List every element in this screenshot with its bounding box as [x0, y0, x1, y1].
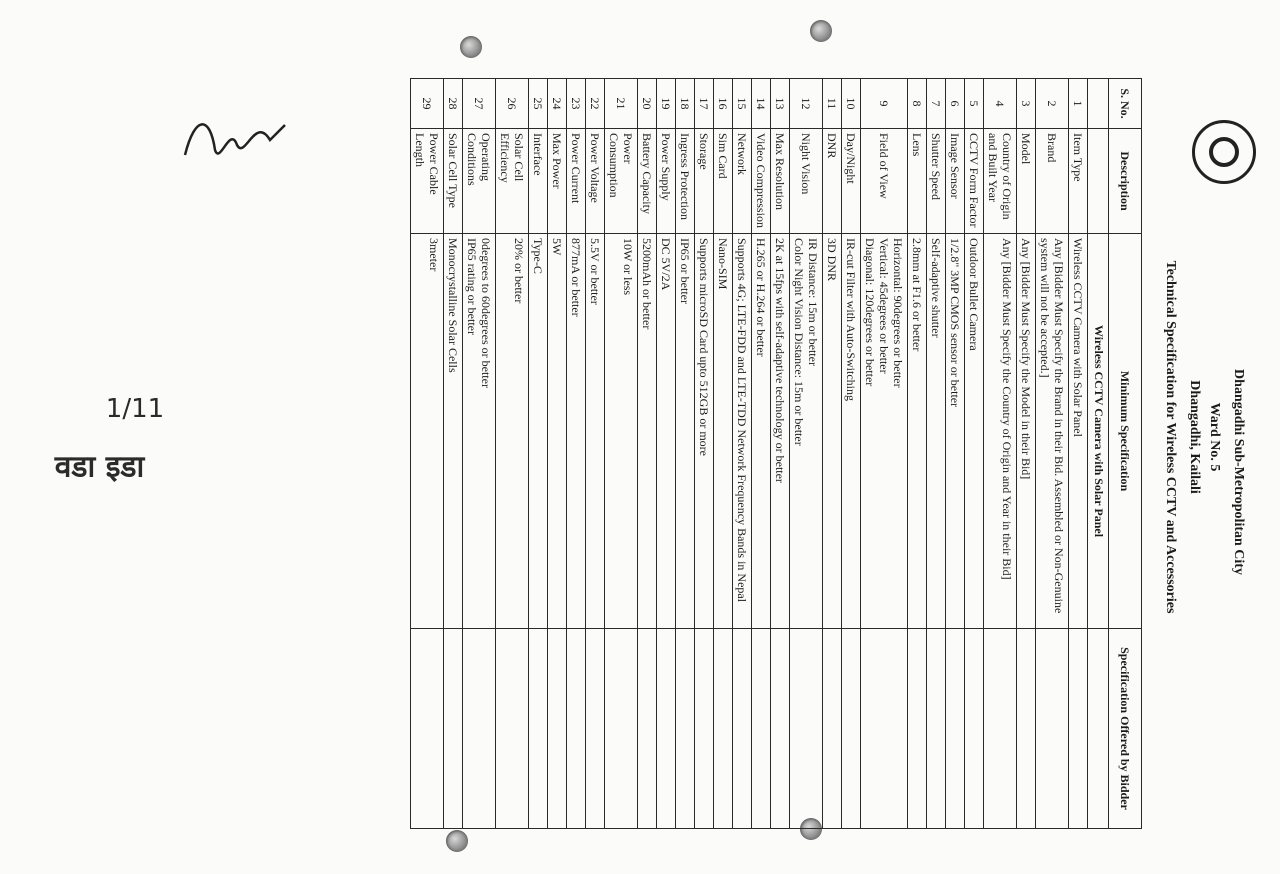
specification-cell: 5W: [548, 234, 567, 629]
table-row: [529, 79, 548, 829]
specification-cell: 3D DNR: [823, 234, 842, 629]
table-row: [548, 79, 567, 829]
table-row: [1017, 79, 1036, 829]
serial-number-cell: 14: [752, 79, 771, 129]
table-subheading-row: [1088, 79, 1109, 829]
table-row: [411, 79, 444, 829]
table-row: [605, 79, 638, 829]
serial-number-cell: 17: [695, 79, 714, 129]
specification-cell: IR-cut Filter with Auto-Switching: [842, 234, 861, 629]
document-header: [1150, 40, 1260, 834]
description-cell: Shutter Speed: [927, 129, 946, 234]
description-cell: Power Supply: [657, 129, 676, 234]
specification-cell: Wireless CCTV Camera with Solar Panel: [1069, 234, 1088, 629]
description-cell: DNR: [823, 129, 842, 234]
specification-cell: Supports 4G; LTE-FDD and LTE-TDD Network Frequency Bands in Nepal: [733, 234, 752, 629]
specification-cell: Any [Bidder Must Specify the Country of Origin and Year in their Bid]: [984, 234, 1017, 629]
specification-cell: 10W or less: [605, 234, 638, 629]
table-row: [927, 79, 946, 829]
specification-cell: Self-adaptive shutter: [927, 234, 946, 629]
serial-number-cell: 29: [411, 79, 444, 129]
table-row: [714, 79, 733, 829]
description-cell: Field of View: [861, 129, 908, 234]
description-cell: Night Vision: [790, 129, 823, 234]
table-row: [946, 79, 965, 829]
specification-cell: 2K at 15fps with self-adaptive technology or better: [771, 234, 790, 629]
description-cell: Model: [1017, 129, 1036, 234]
specification-cell: IP65 or better: [676, 234, 695, 629]
bidder-offer-cell: [411, 629, 444, 829]
description-cell: Lens: [908, 129, 927, 234]
description-cell: Ingress Protection: [676, 129, 695, 234]
serial-number-cell: 27: [463, 79, 496, 129]
bidder-offer-cell: [586, 629, 605, 829]
table-row: [444, 79, 463, 829]
serial-number-cell: 5: [965, 79, 984, 129]
specification-cell: Outdoor Bullet Camera: [965, 234, 984, 629]
bidder-offer-cell: [1069, 629, 1088, 829]
description-cell: Image Sensor: [946, 129, 965, 234]
table-row: [463, 79, 496, 829]
bidder-offer-cell: [444, 629, 463, 829]
bidder-offer-cell: [695, 629, 714, 829]
description-cell: Item Type: [1069, 129, 1088, 234]
serial-number-cell: 2: [1036, 79, 1069, 129]
bidder-offer-cell: [842, 629, 861, 829]
serial-number-cell: 3: [1017, 79, 1036, 129]
table-row: [823, 79, 842, 829]
column-header: S. No.: [1109, 79, 1142, 129]
bidder-offer-cell: [771, 629, 790, 829]
serial-number-cell: 25: [529, 79, 548, 129]
bidder-offer-cell: [548, 629, 567, 829]
table-row: [586, 79, 605, 829]
description-cell: Brand: [1036, 129, 1069, 234]
specification-cell: 5200mAh or better: [638, 234, 657, 629]
bidder-offer-cell: [823, 629, 842, 829]
description-cell: Solar Cell Type: [444, 129, 463, 234]
table-row: [861, 79, 908, 829]
specification-cell: Monocrystalline Solar Cells: [444, 234, 463, 629]
column-header: Minimum Specification: [1109, 234, 1142, 629]
serial-number-cell: 15: [733, 79, 752, 129]
description-cell: Sim Card: [714, 129, 733, 234]
specification-cell: 20% or better: [496, 234, 529, 629]
bidder-offer-cell: [965, 629, 984, 829]
specification-cell: Nano-SIM: [714, 234, 733, 629]
table-row: [984, 79, 1017, 829]
serial-number-cell: 9: [861, 79, 908, 129]
description-cell: Power Current: [567, 129, 586, 234]
bidder-offer-cell: [605, 629, 638, 829]
table-row: [908, 79, 927, 829]
specification-cell: IR Distance: 15m or better Color Night Vision Distance: 15m or better: [790, 234, 823, 629]
serial-number-cell: 23: [567, 79, 586, 129]
serial-number-cell: 1: [1069, 79, 1088, 129]
column-header: Description: [1109, 129, 1142, 234]
specification-cell: 1/2.8" 3MP CMOS sensor or better: [946, 234, 965, 629]
bidder-offer-cell: [946, 629, 965, 829]
description-cell: Power Consumption: [605, 129, 638, 234]
description-cell: Day/Night: [842, 129, 861, 234]
serial-number-cell: 18: [676, 79, 695, 129]
bidder-offer-cell: [529, 629, 548, 829]
table-row: [965, 79, 984, 829]
table-row: [496, 79, 529, 829]
bidder-offer-cell: [638, 629, 657, 829]
specification-table: [410, 78, 1142, 829]
serial-number-cell: 12: [790, 79, 823, 129]
specification-cell: 2.8mm at F1.6 or better: [908, 234, 927, 629]
description-cell: Power Cable Length: [411, 129, 444, 234]
description-cell: Max Resolution: [771, 129, 790, 234]
description-cell: CCTV Form Factor: [965, 129, 984, 234]
bidder-offer-cell: [657, 629, 676, 829]
column-header: Specification Offered by Bidder: [1109, 629, 1142, 829]
table-row: [657, 79, 676, 829]
bidder-offer-cell: [463, 629, 496, 829]
specification-cell: Type-C: [529, 234, 548, 629]
specification-cell: 0degrees to 60degrees or better IP65 rating or better: [463, 234, 496, 629]
bidder-offer-cell: [908, 629, 927, 829]
bidder-offer-cell: [927, 629, 946, 829]
table-row: [771, 79, 790, 829]
description-cell: Max Power: [548, 129, 567, 234]
bidder-offer-cell: [567, 629, 586, 829]
bidder-offer-cell: [1036, 629, 1069, 829]
table-row: [676, 79, 695, 829]
description-cell: Solar Cell Efficiency: [496, 129, 529, 234]
bidder-offer-cell: [496, 629, 529, 829]
table-row: [695, 79, 714, 829]
handwritten-number: 1/11: [105, 394, 165, 425]
table-row: [752, 79, 771, 829]
serial-number-cell: 26: [496, 79, 529, 129]
specification-cell: H.265 or H.264 or better: [752, 234, 771, 629]
serial-number-cell: 10: [842, 79, 861, 129]
serial-number-cell: 13: [771, 79, 790, 129]
serial-number-cell: 11: [823, 79, 842, 129]
location: Dhangadhi, Kailali: [1187, 380, 1202, 494]
description-cell: Video Compression: [752, 129, 771, 234]
specification-cell: 3meter: [411, 234, 444, 629]
serial-number-cell: 6: [946, 79, 965, 129]
serial-number-cell: 4: [984, 79, 1017, 129]
handwritten-stamp: वडा इडा: [54, 449, 145, 485]
table-row: [733, 79, 752, 829]
table-subheading: Wireless CCTV Camera with Solar Panel: [1088, 234, 1109, 629]
bidder-offer-cell: [733, 629, 752, 829]
bidder-offer-cell: [790, 629, 823, 829]
description-cell: Interface: [529, 129, 548, 234]
table-row: [567, 79, 586, 829]
description-cell: Battery Capacity: [638, 129, 657, 234]
description-cell: Operating Conditions: [463, 129, 496, 234]
serial-number-cell: 20: [638, 79, 657, 129]
bidder-offer-cell: [752, 629, 771, 829]
description-cell: Network: [733, 129, 752, 234]
serial-number-cell: 19: [657, 79, 676, 129]
table-row: [638, 79, 657, 829]
description-cell: Power Voltage: [586, 129, 605, 234]
ward-number: Ward No. 5: [1207, 402, 1222, 472]
table-header-row: [1109, 79, 1142, 829]
serial-number-cell: 24: [548, 79, 567, 129]
description-cell: Country of Origin and Built Year: [984, 129, 1017, 234]
serial-number-cell: 22: [586, 79, 605, 129]
bidder-offer-cell: [676, 629, 695, 829]
specification-cell: Any [Bidder Must Specify the Brand in their Bid. Assembled or Non-Genuine system will not be accepted.]: [1036, 234, 1069, 629]
specification-cell: Supports microSD Card upto 512GB or more: [695, 234, 714, 629]
table-row: [842, 79, 861, 829]
description-cell: Storage: [695, 129, 714, 234]
handwritten-signature: [175, 105, 295, 175]
serial-number-cell: 7: [927, 79, 946, 129]
table-row: [1036, 79, 1069, 829]
specification-cell: 877mA or better: [567, 234, 586, 629]
specification-cell: Any [Bidder Must Specify the Model in their Bid]: [1017, 234, 1036, 629]
table-row: [1069, 79, 1088, 829]
serial-number-cell: 8: [908, 79, 927, 129]
city-name: Dhangadhi Sub-Metropolitan City: [1231, 369, 1246, 575]
bidder-offer-cell: [714, 629, 733, 829]
table-row: [790, 79, 823, 829]
bidder-offer-cell: [1017, 629, 1036, 829]
bidder-offer-cell: [984, 629, 1017, 829]
document-title: Technical Specification for Wireless CCTV and Accessories: [1163, 260, 1178, 614]
specification-cell: 5.5V or better: [586, 234, 605, 629]
serial-number-cell: 21: [605, 79, 638, 129]
specification-cell: DC 5V/2A: [657, 234, 676, 629]
serial-number-cell: 28: [444, 79, 463, 129]
specification-cell: Horizontal: 90degrees or better Vertical: 45degrees or better Diagonal: 120degrees or better: [861, 234, 908, 629]
serial-number-cell: 16: [714, 79, 733, 129]
bidder-offer-cell: [861, 629, 908, 829]
